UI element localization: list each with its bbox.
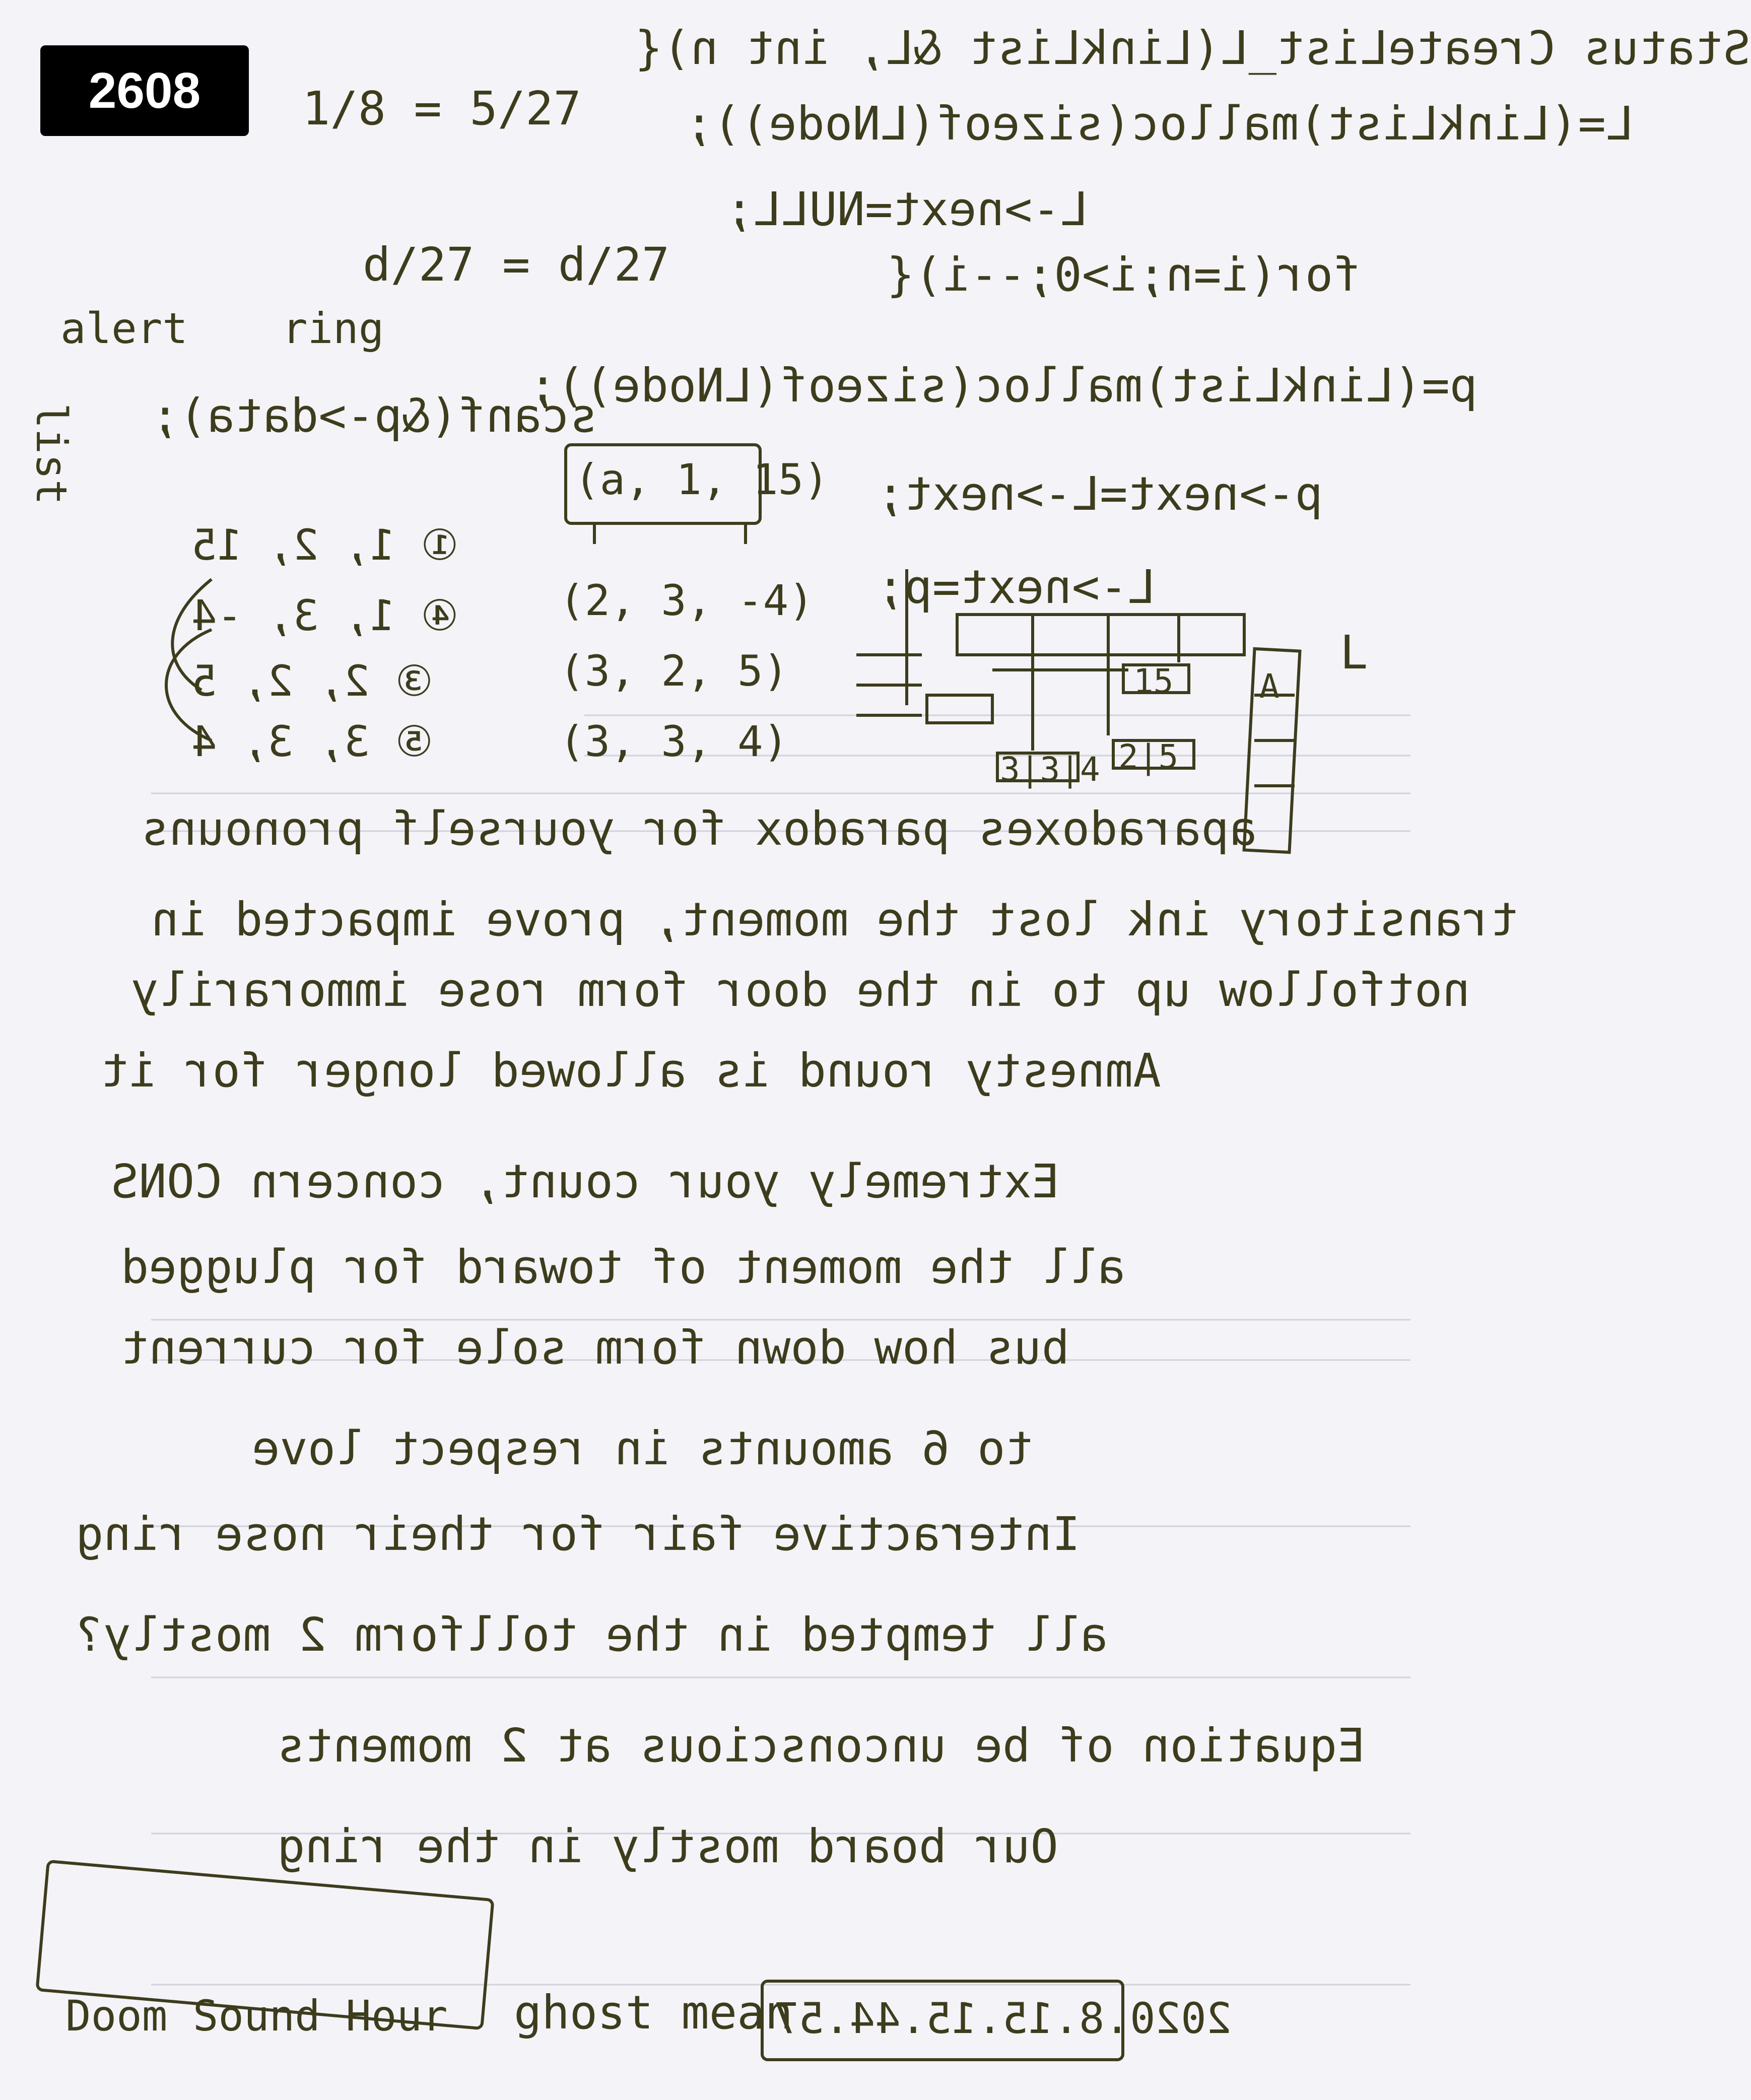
code-line-8: L->next=p; [877, 560, 1156, 614]
tuple-row-2: ④ 1, 3, -4 [191, 591, 459, 640]
scrawl-line-8: to 6 amounts in respect love [252, 1421, 1033, 1475]
diagram-node-b: 15 [1133, 662, 1174, 701]
code-line-2: L=(LinkList)malloc(sizeof(LNode)); [685, 97, 1634, 151]
alert-note: alert [60, 304, 188, 353]
scrawl-line-4: Amnesty round is allowed longer for it [101, 1044, 1161, 1098]
code-line-4: for(i=n;i>0;--i){ [887, 248, 1361, 302]
tuple-header: (a, 1, 15) [574, 455, 829, 504]
page-number-label: 2608 [40, 45, 249, 136]
scrawl-line-3: notfollow up to in the door form rose immorarily [131, 963, 1470, 1017]
code-line-3: L->next=NULL; [725, 182, 1089, 236]
n-label: L [1340, 626, 1368, 680]
date-text: 2020.8.15.15.44.57 [773, 1994, 1232, 2043]
bottom-left-text: Doom Sound Hour [65, 1991, 448, 2041]
scrawl-line-2: transitory ink lost the moment, prove impacted in [151, 893, 1519, 946]
ring-note: ring [282, 304, 384, 353]
diagram-node-d: 3|3|4 [1000, 750, 1100, 789]
diagram-node-c: 2|5 [1118, 737, 1179, 776]
tuple-row-1: ① 1, 2, 15 [191, 520, 459, 570]
scrawl-line-6: all the moment of toward for plugged [121, 1240, 1125, 1294]
scrawl-line-12: Our board mostly in the ring [277, 1819, 1058, 1873]
tuple-right-3: (3, 3, 4) [559, 717, 789, 766]
scrawl-line-1: aparadoxes paradox for yourself pronouns [141, 802, 1257, 856]
fraction-note-2: d/27 = d/27 [363, 238, 670, 292]
list-note: list [27, 403, 76, 505]
tuple-row-4: ⑤ 3, 3, 4 [191, 717, 433, 766]
tuple-row-3: ③ 2, 2, 5 [191, 656, 433, 706]
fraction-note: 1/8 = 5/27 [302, 82, 581, 136]
code-line-6: scanf(&p->data); [151, 389, 598, 443]
tuple-right-2: (3, 2, 5) [559, 646, 789, 696]
code-line-1: Status CreateList_L(LinkList &L, int n){ [635, 21, 1751, 75]
scrawl-line-5: Extremely your count, concern CONS [111, 1155, 1060, 1208]
tuple-right-1: (2, 3, -4) [559, 576, 814, 625]
scrawl-line-11: Equation of be unconscious at 2 moments [277, 1719, 1366, 1773]
scrawl-line-7: bus how down form sole for current [121, 1321, 1070, 1375]
code-line-5: p=(LinkList)malloc(sizeof(LNode)); [529, 359, 1478, 413]
bottom-center-text: ghost mean [514, 1986, 793, 2040]
scrawl-line-9: Interactive fair for their nose ring [76, 1507, 1080, 1561]
scrawl-line-10: all tempted in the tollform 2 mostly? [76, 1608, 1108, 1662]
code-line-7: p->next=L->next; [877, 467, 1323, 521]
diagram-node-a: A [1259, 667, 1279, 706]
